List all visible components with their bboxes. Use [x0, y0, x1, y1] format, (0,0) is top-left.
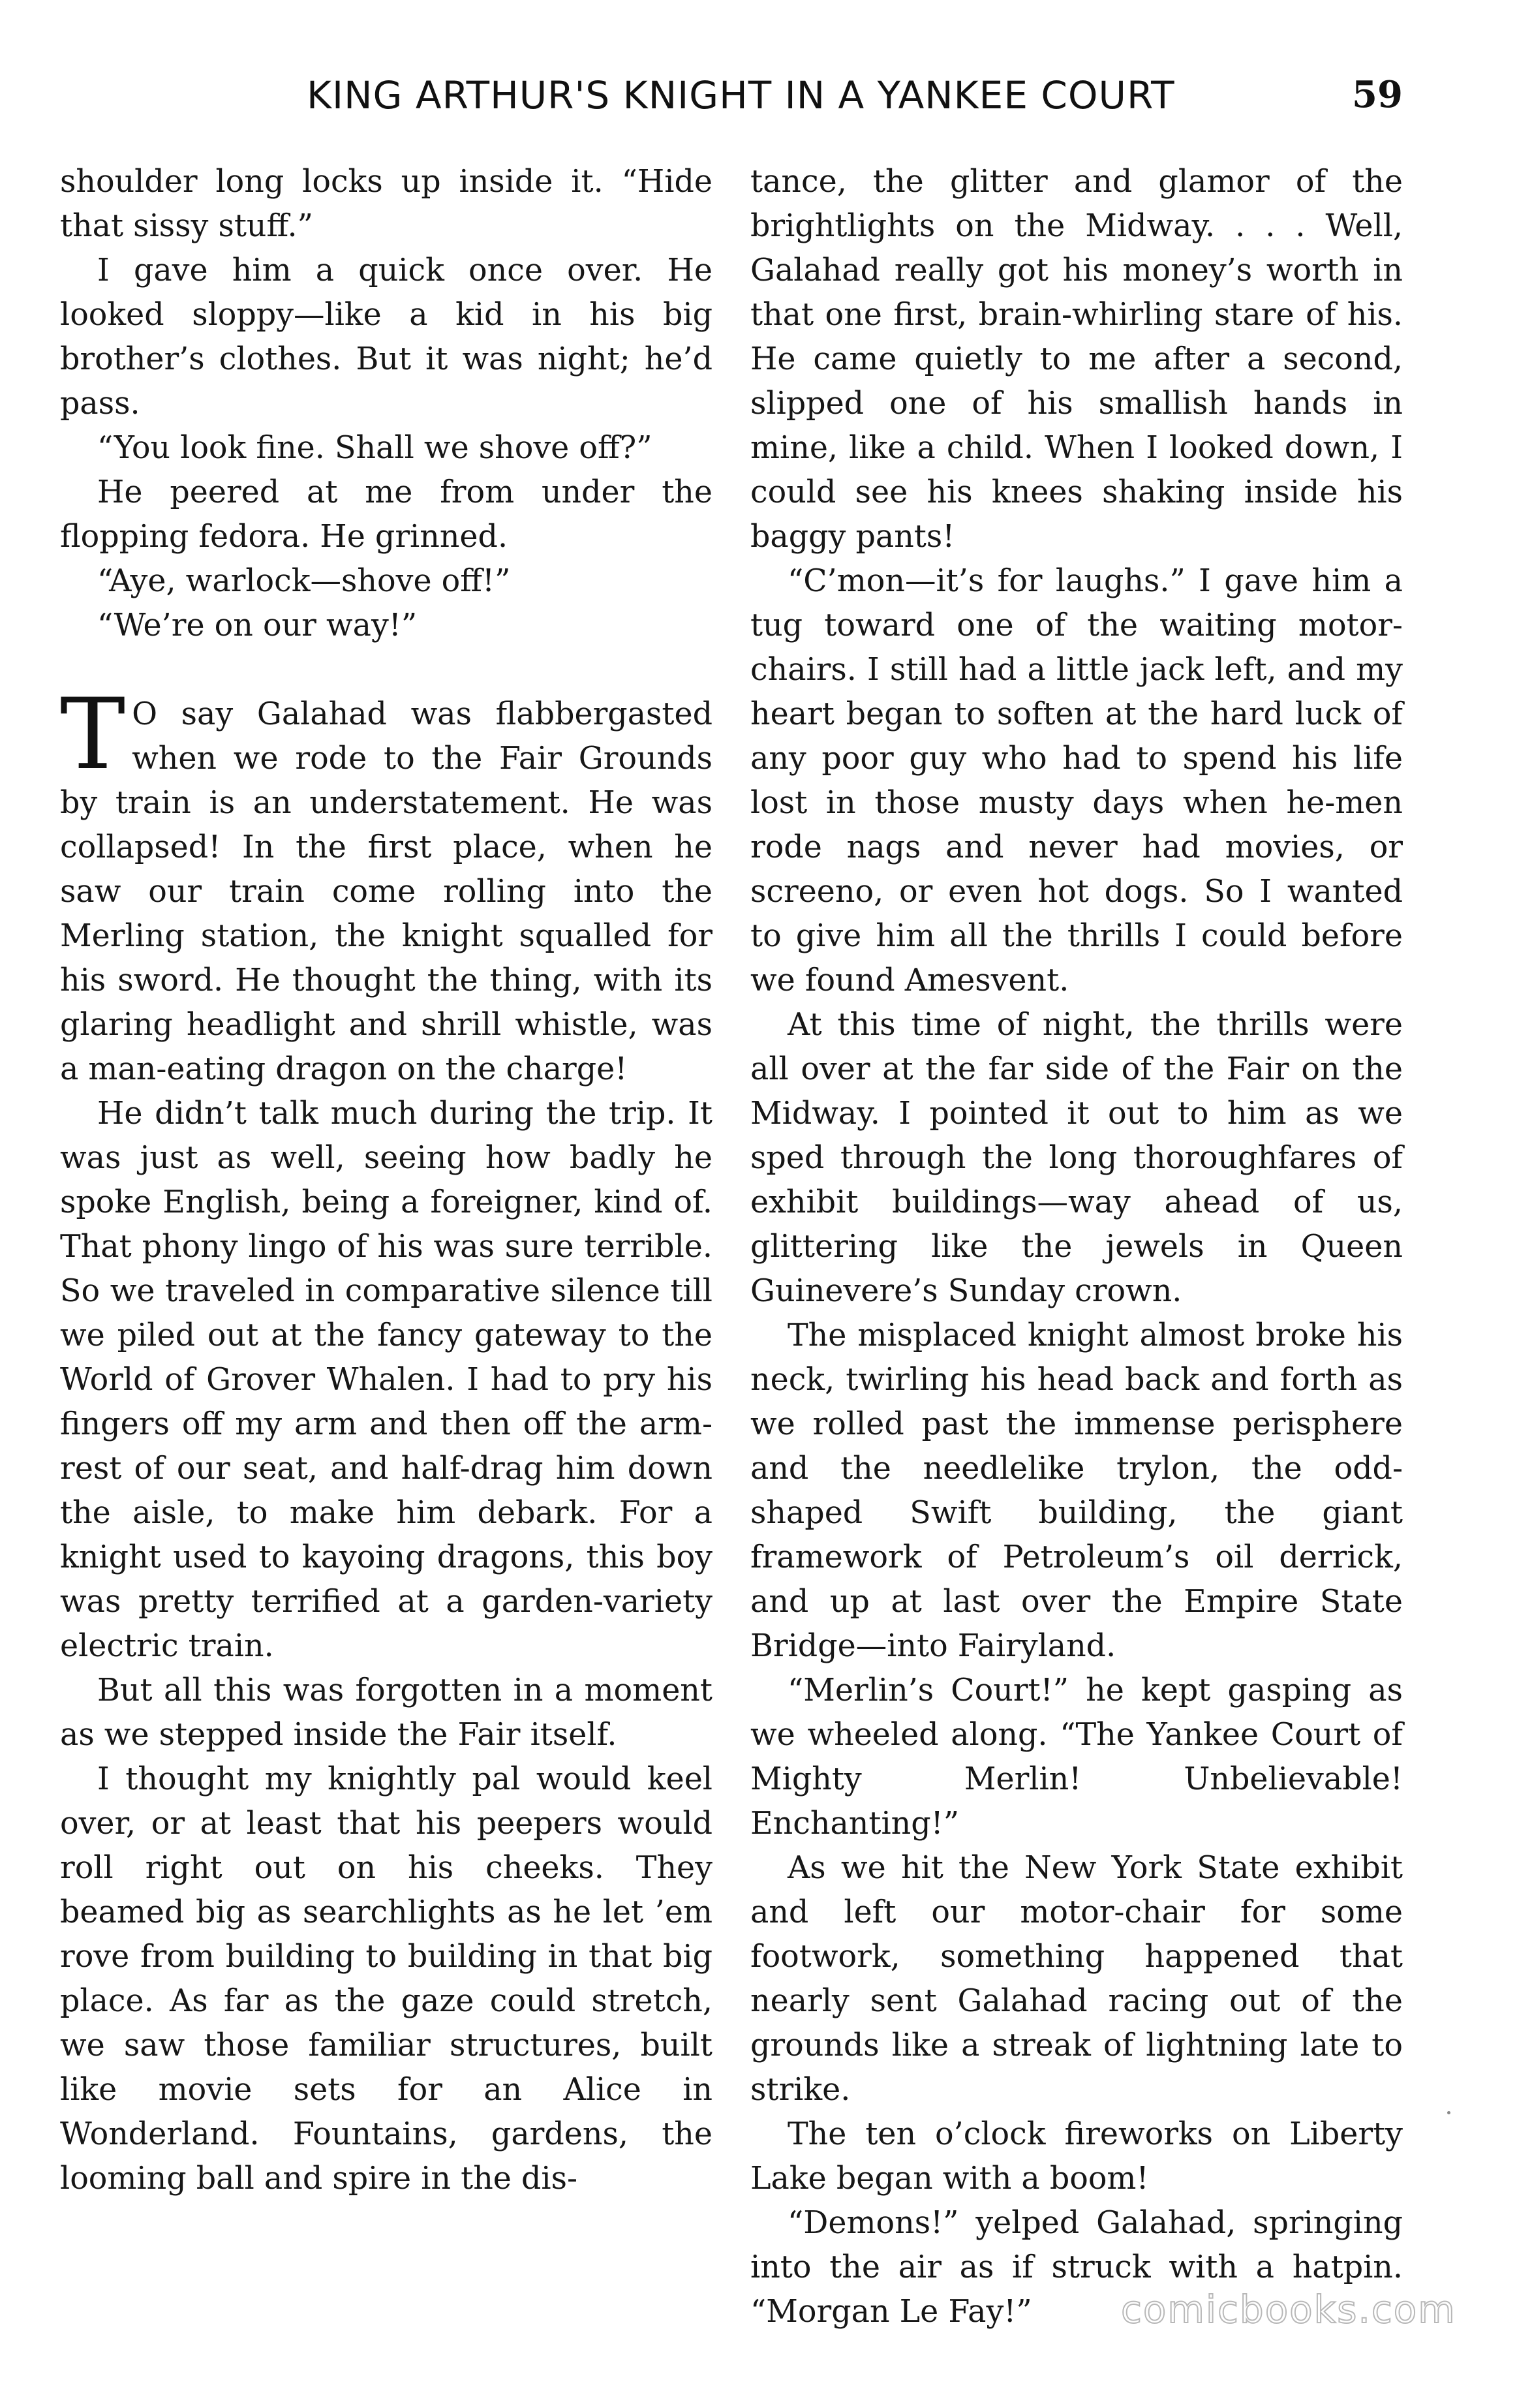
section-opening-paragraph [60, 678, 712, 1092]
paragraph: He didn’t talk much during the trip. It was just as well, seeing how badly he spoke English, being a foreigner, kind of. That phony lingo of his was sure terrible. So we traveled in comparative silence till we piled out at the fancy gateway to the World of Grover Whalen. I had to pry his fingers off my arm and then off the arm-rest of our seat, and half-drag him down the aisle, to make him debark. For a knight used to kayoing dragons, this boy was pretty terrified at a garden-variety electric train. [60, 1096, 712, 1664]
right-column [750, 160, 1403, 2334]
left-column [60, 160, 712, 2201]
paragraph: He peered at me from under the flopping fedora. He grinned. [60, 474, 712, 555]
paragraph: I gave him a quick once over. He looked sloppy—like a kid in his big brother’s clothes. But it was night; he’d pass. [60, 253, 712, 422]
paragraph: “Aye, warlock—shove off!” [97, 563, 511, 599]
running-title: KING ARTHUR'S KNIGHT IN A YANKEE COURT [307, 73, 1175, 117]
section-opening-text: O say Galahad was flabbergasted when we rode to the Fair Grounds by train is an understatement. He was collapsed! In the first place, when he saw our train come rolling into the Merling station, the knight squalled for his sword. He thought the thing, with its glaring headlight and shrill whistle, was a man-eating dragon on the charge! [60, 696, 712, 1087]
paragraph: The ten o’clock fireworks on Liberty Lake began with a boom! [750, 2116, 1403, 2197]
page-number: 59 [1352, 73, 1403, 116]
paragraph: “C’mon—it’s for laughs.” I gave him a tug toward one of the waiting motor-chairs. I still had a little jack left, and my heart began to soften at the hard luck of any poor guy who had to spend his life lost in those musty days when he-men rode nags and never had movies, or screeno, or even hot dogs. So I wanted to give him all the thrills I could before we found Amesvent. [750, 563, 1403, 998]
drop-cap: T [60, 678, 126, 792]
paragraph: “Demons!” yelped Galahad, springing into the air as if struck with a hatpin. “Morgan Le Fay!” [750, 2205, 1403, 2330]
paragraph: As we hit the New York State exhibit and left our motor-chair for some footwork, something happened that nearly sent Galahad racing out of the grounds like a streak of lightning late to strike. [750, 1850, 1403, 2108]
paragraph: At this time of night, the thrills were all over at the far side of the Fair on the Midway. I pointed it out to him as we sped through the long thoroughfares of exhibit buildings—way ahead of us, glittering like the jewels in Queen Guinevere’s Sunday crown. [750, 1007, 1403, 1309]
paragraph: “Merlin’s Court!” he kept gasping as we wheeled along. “The Yankee Court of Mighty Merlin! Unbelievable! Enchanting!” [750, 1673, 1403, 1842]
watermark: comicbooks.com [1121, 2287, 1456, 2332]
paragraph: The misplaced knight almost broke his neck, twirling his head back and forth as we rolled past the immense perisphere and the needlelike trylon, the odd-shaped Swift building, the giant framework of Petroleum’s oil derrick, and up at last over the Empire State Bridge—into Fairyland. [750, 1318, 1403, 1664]
paragraph: I thought my knightly pal would keel over, or at least that his peepers would roll right out on his cheeks. They beamed big as searchlights as he let ’em rove from building to building in that big place. As far as the gaze could stretch, we saw those familiar structures, built like movie sets for an Alice in Wonderland. Fountains, gardens, the looming ball and spire in the dis- [60, 1761, 712, 2197]
paragraph: “We’re on our way!” [97, 608, 418, 643]
paragraph: tance, the glitter and glamor of the brightlights on the Midway. . . . Well, Galahad really got his money’s worth in that one first, brain-whirling stare of his. He came quietly to me after a second, slipped one of his smallish hands in mine, like a child. When I looked down, I could see his knees shaking inside his baggy pants! [750, 164, 1403, 555]
paragraph: But all this was forgotten in a moment as we stepped inside the Fair itself. [60, 1673, 712, 1753]
paragraph: “You look fine. Shall we shove off?” [97, 430, 652, 466]
paragraph: shoulder long locks up inside it. “Hide that sissy stuff.” [60, 164, 712, 244]
print-speck [1447, 2111, 1450, 2114]
